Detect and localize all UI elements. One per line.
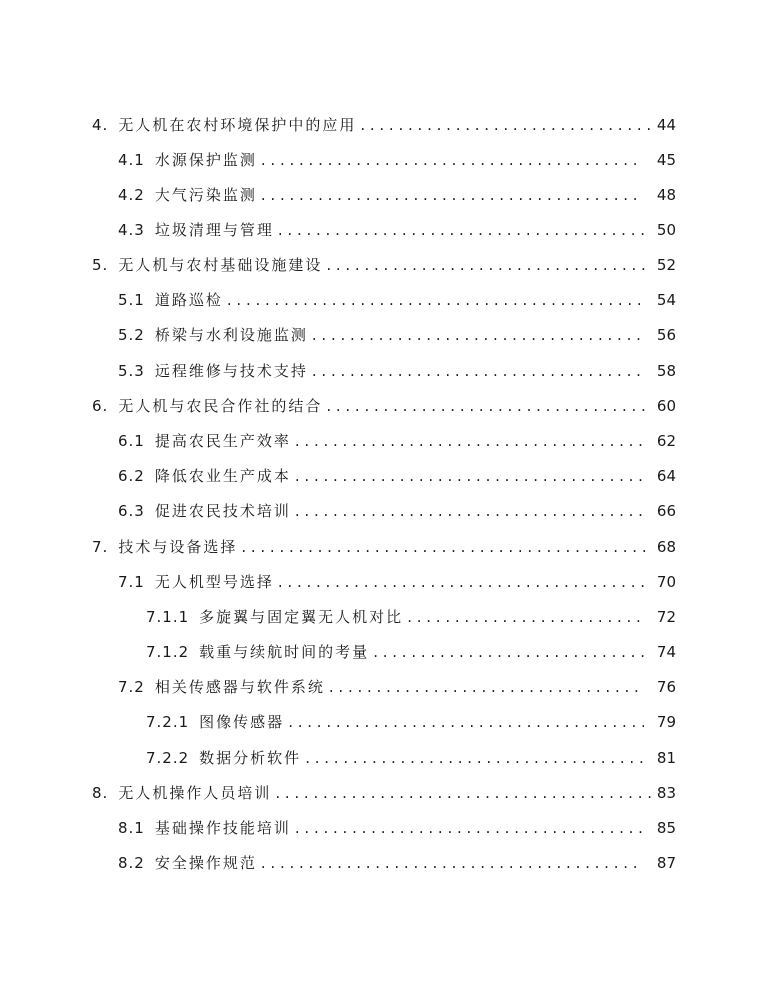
toc-entry-title: 无人机与农民合作社的结合 [118, 397, 323, 415]
toc-entry-page: 81 [656, 749, 676, 767]
toc-entry-title: 图像传感器 [199, 713, 285, 731]
toc-entry[interactable] [146, 606, 676, 628]
toc-leader-dots [275, 782, 652, 804]
toc-entry[interactable] [118, 571, 676, 593]
toc-entry-page: 45 [656, 151, 676, 169]
toc-leader-dots [305, 747, 644, 769]
toc-entry-title: 基础操作技能培训 [154, 819, 291, 837]
toc-entry-number: 6.3 [118, 502, 145, 520]
toc-entry-number: 6.1 [118, 432, 145, 450]
toc-leader-dots [407, 606, 644, 628]
toc-entry-number: 8.1 [118, 819, 145, 837]
toc-entry-title: 垃圾清理与管理 [154, 221, 274, 239]
toc-entry-page: 76 [656, 678, 676, 696]
toc-leader-dots [373, 641, 644, 663]
toc-entry-title: 载重与续航时间的考量 [199, 643, 370, 661]
toc-entry[interactable] [92, 254, 676, 276]
toc-entry-page: 74 [656, 643, 676, 661]
toc-leader-dots [295, 817, 644, 839]
toc-entry-title: 无人机操作人员培训 [118, 784, 272, 802]
toc-entry-page: 64 [656, 467, 676, 485]
toc-leader-dots [227, 289, 644, 311]
toc-leader-dots [261, 852, 644, 874]
toc-entry-number: 5. [92, 256, 109, 274]
toc-leader-dots [360, 114, 652, 136]
toc-entry-title: 桥梁与水利设施监测 [154, 326, 308, 344]
toc-leader-dots [329, 676, 644, 698]
toc-entry-number: 4.2 [118, 186, 145, 204]
toc-entry[interactable] [118, 852, 676, 874]
toc-entry[interactable] [92, 536, 676, 558]
toc-leader-dots [261, 149, 644, 171]
toc-entry-number: 7.2.1 [146, 713, 190, 731]
toc-entry-title: 安全操作规范 [154, 854, 257, 872]
toc-leader-dots [326, 395, 652, 417]
toc-entry-number: 6.2 [118, 467, 145, 485]
toc-entry-number: 7.1 [118, 573, 145, 591]
toc-entry-page: 87 [656, 854, 676, 872]
toc-entry-number: 5.1 [118, 291, 145, 309]
toc-entry-number: 7.2.2 [146, 749, 190, 767]
toc-entry-number: 4.3 [118, 221, 145, 239]
toc-entry[interactable] [146, 747, 676, 769]
toc-leader-dots [261, 184, 644, 206]
toc-entry-page: 60 [656, 397, 676, 415]
toc-entry[interactable] [118, 817, 676, 839]
toc-leader-dots [288, 711, 644, 733]
toc-entry-title: 相关传感器与软件系统 [154, 678, 325, 696]
toc-entry-title: 水源保护监测 [154, 151, 257, 169]
toc-entry-number: 8. [92, 784, 109, 802]
toc-entry[interactable] [118, 676, 676, 698]
toc-leader-dots [295, 500, 644, 522]
toc-entry-title: 促进农民技术培训 [154, 502, 291, 520]
toc-entry-page: 66 [656, 502, 676, 520]
toc-entry-title: 技术与设备选择 [118, 538, 238, 556]
toc-entry-page: 68 [656, 538, 676, 556]
toc-entry[interactable] [92, 782, 676, 804]
toc-entry[interactable] [118, 465, 676, 487]
toc-entry[interactable] [118, 360, 676, 382]
toc-entry[interactable] [118, 324, 676, 346]
toc-entry-page: 62 [656, 432, 676, 450]
toc-leader-dots [312, 324, 644, 346]
toc-entry-title: 大气污染监测 [154, 186, 257, 204]
toc-entry-title: 无人机与农村基础设施建设 [118, 256, 323, 274]
toc-entry-title: 远程维修与技术支持 [154, 362, 308, 380]
toc-entry-number: 4. [92, 116, 109, 134]
toc-entry-number: 7.1.1 [146, 608, 190, 626]
toc-leader-dots [326, 254, 652, 276]
toc-entry-title: 无人机型号选择 [154, 573, 274, 591]
toc-entry[interactable] [146, 711, 676, 733]
toc-entry-page: 52 [656, 256, 676, 274]
toc-entry[interactable] [92, 114, 676, 136]
toc-leader-dots [278, 219, 644, 241]
toc-entry-page: 58 [656, 362, 676, 380]
toc-entry-number: 6. [92, 397, 109, 415]
toc-entry[interactable] [146, 641, 676, 663]
toc-entry-page: 50 [656, 221, 676, 239]
toc-entry-title: 提高农民生产效率 [154, 432, 291, 450]
toc-entry[interactable] [118, 289, 676, 311]
toc-entry-page: 48 [656, 186, 676, 204]
toc-leader-dots [295, 430, 644, 452]
toc-entry-page: 70 [656, 573, 676, 591]
toc-entry-page: 72 [656, 608, 676, 626]
toc-entry[interactable] [118, 500, 676, 522]
toc-entry-page: 83 [656, 784, 676, 802]
toc-entry-page: 79 [656, 713, 676, 731]
toc-entry[interactable] [92, 395, 676, 417]
toc-leader-dots [295, 465, 644, 487]
toc-entry-page: 56 [656, 326, 676, 344]
toc-entry-page: 85 [656, 819, 676, 837]
toc-leader-dots [241, 536, 652, 558]
toc-entry-page: 54 [656, 291, 676, 309]
toc-entry[interactable] [118, 219, 676, 241]
toc-entry-title: 道路巡检 [154, 291, 223, 309]
toc-entry[interactable] [118, 149, 676, 171]
toc-entry[interactable] [118, 430, 676, 452]
toc-entry-number: 5.3 [118, 362, 145, 380]
toc-entry[interactable] [118, 184, 676, 206]
toc-entry-title: 多旋翼与固定翼无人机对比 [199, 608, 404, 626]
toc-entry-title: 数据分析软件 [199, 749, 302, 767]
toc-entry-number: 7.1.2 [146, 643, 190, 661]
toc-entry-number: 7.2 [118, 678, 145, 696]
toc-entry-number: 4.1 [118, 151, 145, 169]
toc-entry-number: 5.2 [118, 326, 145, 344]
toc-leader-dots [312, 360, 644, 382]
toc-leader-dots [278, 571, 644, 593]
toc-entry-number: 8.2 [118, 854, 145, 872]
toc-entry-title: 无人机在农村环境保护中的应用 [118, 116, 357, 134]
toc-entry-page: 44 [656, 116, 676, 134]
toc-entry-number: 7. [92, 538, 109, 556]
toc-entry-title: 降低农业生产成本 [154, 467, 291, 485]
